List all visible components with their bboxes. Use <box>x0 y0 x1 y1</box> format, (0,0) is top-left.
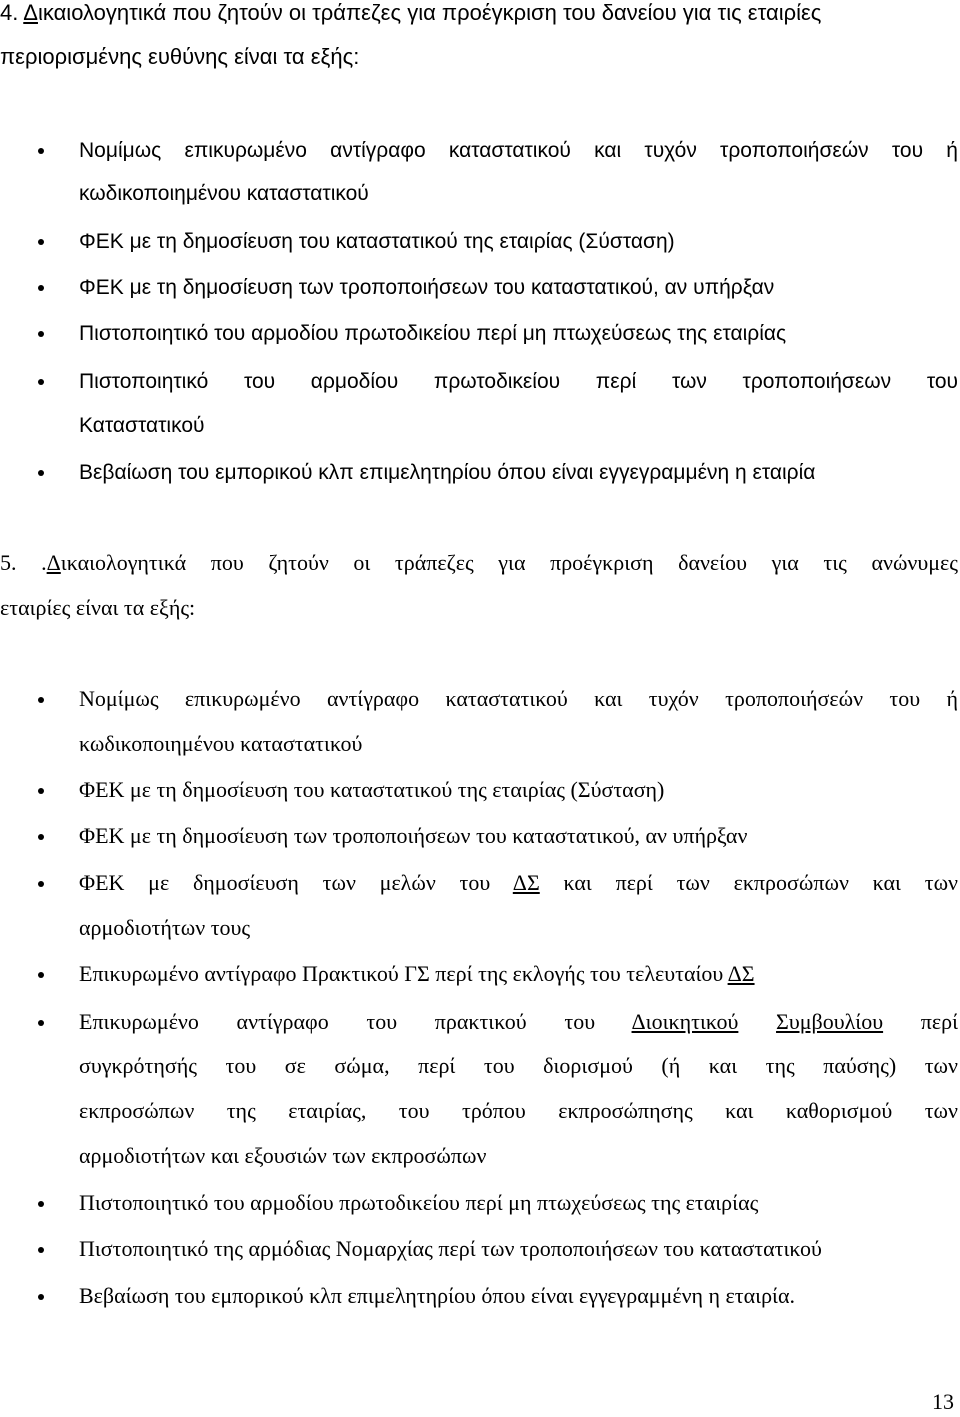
bullet-icon <box>38 1294 44 1300</box>
section-5-heading-line-1 <box>0 548 958 578</box>
s5-item-5-underlined: ΔΣ <box>727 961 755 986</box>
section-5-heading-text: ικαιολογητικά που ζητούν οι τράπεζες για προέγκριση δανείου για τις ανώνυμες <box>60 550 959 575</box>
page-number: 13 <box>932 1389 954 1414</box>
bullet-icon <box>38 834 44 840</box>
section-5-heading-prefix: . <box>41 550 47 575</box>
s5-item-2-line-1: ΦΕΚ με τη δημοσίευση του καταστατικού της εταιρίας (Σύσταση) <box>79 777 665 802</box>
s5-item-9-line-1: Βεβαίωση του εμπορικού κλπ επιμελητηρίου όπου είναι εγγεγραμμένη η εταιρία. <box>79 1283 795 1308</box>
bullet-icon <box>38 972 44 978</box>
s5-item-7-line-1: Πιστοποιητικό του αρμοδίου πρωτοδικείου περί μη πτωχεύσεως της εταιρίας <box>79 1190 759 1215</box>
s5-item-4-line-1 <box>79 868 958 898</box>
bullet-icon <box>38 1201 44 1207</box>
s5-item-5-text-a: Επικυρωμένο αντίγραφο Πρακτικού ΓΣ περί της εκλογής του τελευταίου <box>79 961 728 986</box>
s4-item-3-line-1: ΦΕΚ με τη δημοσίευση των τροποποιήσεων του καταστατικού, αν υπήρξαν <box>79 276 775 299</box>
s5-item-5-line-1 <box>79 959 958 989</box>
s5-item-8-line-1: Πιστοποιητικό της αρμόδιας Νομαρχίας περί των τροποποιήσεων του καταστατικού <box>79 1236 822 1261</box>
s5-item-6-text-a: Επικυρωμένο αντίγραφο του πρακτικού του <box>79 1009 632 1034</box>
section-5-heading-line-2: εταιρίες είναι τα εξής: <box>0 595 196 620</box>
s4-item-5-line-1: Πιστοποιητικό του αρμοδίου πρωτοδικείου περί των τροποποιήσεων του <box>79 370 958 393</box>
s5-item-3-line-1: ΦΕΚ με τη δημοσίευση των τροποποιήσεων του καταστατικού, αν υπήρξαν <box>79 823 748 848</box>
s5-item-6-line-2: συγκρότησής του σε σώμα, περί του διορισμού (ή και της παύσης) των <box>79 1053 958 1078</box>
section-5-first-letter: Δ <box>46 550 61 575</box>
section-4-heading-line-1 <box>0 0 958 28</box>
bullet-icon <box>38 239 44 245</box>
s5-item-4-underlined: ΔΣ <box>512 870 540 895</box>
s5-item-6-text-b: περί <box>883 1009 958 1034</box>
s5-item-4-text-b: και περί των εκπροσώπων και των <box>539 870 958 895</box>
section-4-number: 4. <box>0 0 19 25</box>
s5-item-6-space <box>738 1009 776 1034</box>
section-4-heading-line-2: περιορισμένης ευθύνης είναι τα εξής: <box>0 44 360 69</box>
s4-item-6-line-1: Βεβαίωση του εμπορικού κλπ επιμελητηρίου όπου είναι εγγεγραμμένη η εταιρία <box>79 461 816 484</box>
s5-item-1-line-2: κωδικοποιημένου καταστατικού <box>79 731 363 756</box>
section-5-number: 5. <box>0 550 17 575</box>
s4-item-4-line-1: Πιστοποιητικό του αρμοδίου πρωτοδικείου περί μη πτωχεύσεως της εταιρίας <box>79 322 787 345</box>
s5-item-6-line-3: εκπροσώπων της εταιρίας, του τρόπου εκπροσώπησης και καθορισμού των <box>79 1098 958 1123</box>
bullet-icon <box>38 881 44 887</box>
section-4-heading-text: ικαιολογητικά που ζητούν οι τράπεζες για προέγκριση του δανείου για τις εταιρίες <box>37 0 822 25</box>
s4-item-1-line-2: κωδικοποιημένου καταστατικού <box>79 182 369 205</box>
bullet-icon <box>38 470 44 476</box>
bullet-icon <box>38 379 44 385</box>
s4-item-1-line-1: Νομίμως επικυρωμένο αντίγραφο καταστατικού και τυχόν τροποποιήσεών του ή <box>79 139 958 162</box>
s5-item-6-underlined-1: Διοικητικού <box>631 1009 739 1034</box>
bullet-icon <box>38 148 44 154</box>
bullet-icon <box>38 788 44 794</box>
bullet-icon <box>38 285 44 291</box>
s5-item-6-line-1 <box>79 1007 958 1037</box>
s5-item-6-underlined-2: Συμβουλίου <box>776 1009 884 1034</box>
s5-item-4-text-a: ΦΕΚ με δημοσίευση των μελών του <box>79 870 513 895</box>
bullet-icon <box>38 331 44 337</box>
s5-item-4-line-2: αρμοδιοτήτων τους <box>79 915 251 940</box>
bullet-icon <box>38 697 44 703</box>
section-4-first-letter: Δ <box>23 0 38 25</box>
s4-item-2-line-1: ΦΕΚ με τη δημοσίευση του καταστατικού της εταιρίας (Σύσταση) <box>79 230 675 253</box>
s5-item-6-line-4: αρμοδιοτήτων και εξουσιών των εκπροσώπων <box>79 1143 487 1168</box>
s5-item-1-line-1: Νομίμως επικυρωμένο αντίγραφο καταστατικού και τυχόν τροποποιήσεών του ή <box>79 686 958 711</box>
bullet-icon <box>38 1247 44 1253</box>
bullet-icon <box>38 1020 44 1026</box>
s4-item-5-line-2: Καταστατικού <box>79 414 205 437</box>
